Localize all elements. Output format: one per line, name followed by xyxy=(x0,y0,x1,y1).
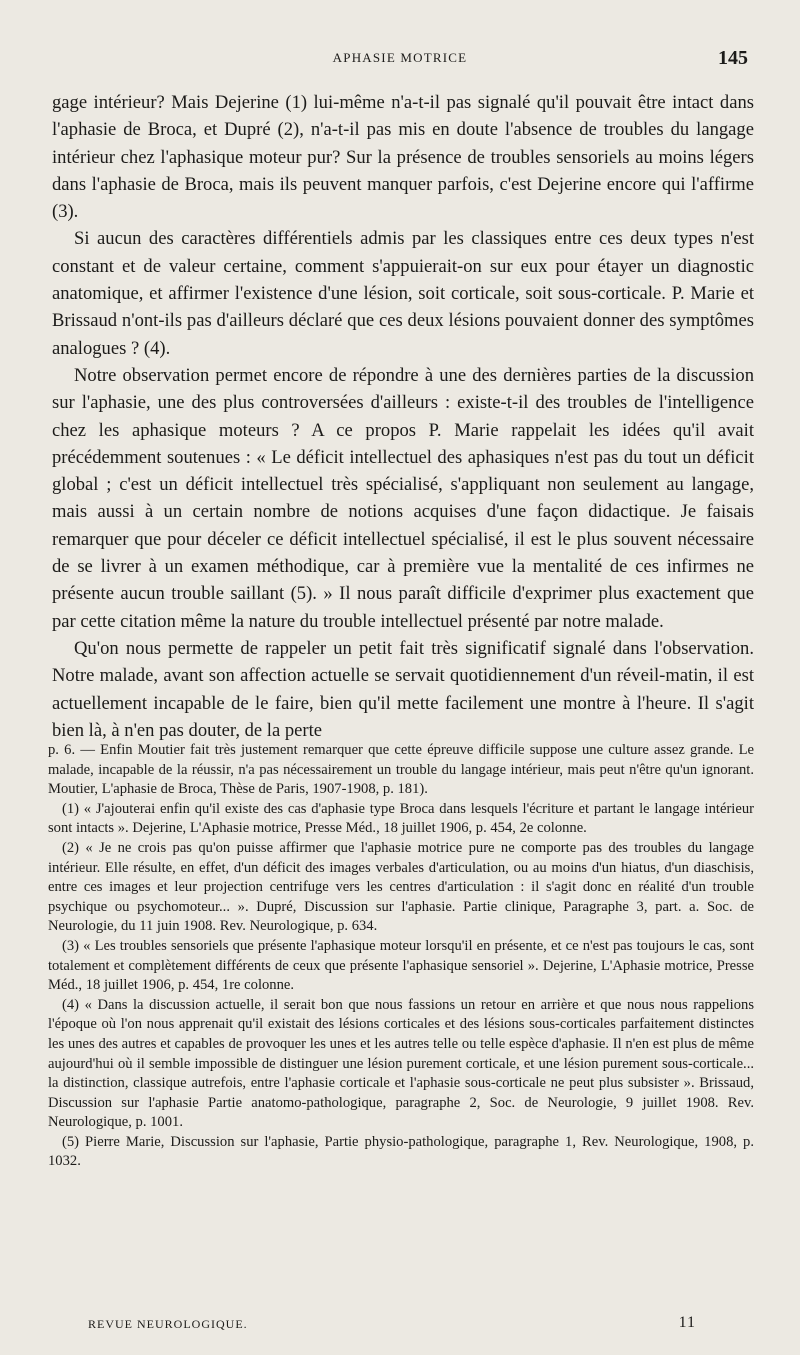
running-head xyxy=(40,47,760,70)
paragraph: Notre observation permet encore de répondre à une des dernières parties de la discussion sur l'aphasie, une des plus controversées d'ailleurs : existe-t-il des troubles de l'intelligence chez les aphasique moteurs ? A ce propos P. Marie rappelait les idées qu'il avait précédemment soutenues : « Le déficit intellectuel des aphasiques n'est pas du tout un déficit global ; c'est un déficit intellectuel très spécialisé, s'appliquant non seulement au langage, mais aussi à un certain nombre de notions acquises d'une façon didactique. Je faisais remarquer que pour déceler ce déficit intellectuel spécialisé, il est le plus souvent nécessaire de se livrer à un examen méthodique, car à première vue la mentalité de ces infirmes ne présente aucun trouble saillant (5). » Il nous paraît difficile d'exprimer plus exactement que par cette citation même la nature du trouble intellectuel présenté par notre malade. xyxy=(52,364,754,632)
page-number: 145 xyxy=(718,47,748,69)
paragraph: Si aucun des caractères différentiels admis par les classiques entre ces deux types n'est constant et de valeur certaine, comment s'appuierait-on sur eux pour étayer un diagnostic anatomique, et affirmer l'existence d'une lésion, soit corticale, soit sous-corticale. P. Marie et Brissaud n'ont-ils pas d'ailleurs déclaré que ces deux lésions pouvaient donner des symptômes analogues ? (4). xyxy=(52,228,754,359)
footnotes xyxy=(48,741,754,1172)
footnote-2: (2) « Je ne crois pas qu'on puisse affirmer que l'aphasie motrice pure ne comporte pas des troubles du langage intérieur. Elle résulte, en effet, d'un déficit des images verbales d'articulation, ou au moins d'un hiatus, d'un diaschisis, entre ces images et leur projection centrifuge vers les centres d'articulation : il s'agit donc en réalité d'un trouble psychique ou psychomoteur... ». Dupré, Discussion sur l'aphasie. Partie clinique, Paragraphe 3, part. a. Soc. de Neurologie, du 11 juin 1908. Rev. Neurologique, p. 634. xyxy=(48,839,754,935)
footnote-continued: p. 6. — Enfin Moutier fait très justement remarquer que cette épreuve difficile suppose une culture assez grande. Le malade, incapable de la réussir, n'a pas nécessairement un trouble du langage intérieur, mais peut n'être qu'un ignorant. Moutier, L'aphasie de Broca, Thèse de Paris, 1907-1908, p. 181). xyxy=(48,742,754,798)
footnote-5: (5) Pierre Marie, Discussion sur l'aphasie, Partie physio-pathologique, paragraphe 1, Rev. Neurologique, 1908, p. 1032. xyxy=(48,1133,754,1170)
paragraph: gage intérieur? Mais Dejerine (1) lui-même n'a-t-il pas signalé qu'il pouvait être intact dans l'aphasie de Broca, et Dupré (2), n'a-t-il pas mis en doute l'absence de troubles du langage intérieur chez l'aphasique moteur pur? Sur la présence de troubles sensoriels au moins légers dans l'aphasie de Broca, mais ils peuvent manquer parfois, c'est Dejerine encore qui l'affirme (3). xyxy=(52,92,754,223)
footnote-1: (1) « J'ajouterai enfin qu'il existe des cas d'aphasie type Broca dans lesquels l'écriture et partant le langage intérieur sont intacts ». Dejerine, L'Aphasie motrice, Presse Méd., 18 juillet 1906, p. 454, 2e colonne. xyxy=(48,800,754,837)
footnote-3: (3) « Les troubles sensoriels que présente l'aphasique moteur lorsqu'il en présente, et ce n'est pas toujours le cas, sont totalement et complètement différents de ceux que présente l'aphasique sensoriel ». Dejerine, L'Aphasie motrice, Presse Méd., 18 juillet 1906, p. 454, 1re colonne. xyxy=(48,937,754,994)
running-title: APHASIE MOTRICE xyxy=(332,50,468,65)
journal-name: REVUE NEUROLOGIQUE. xyxy=(88,1317,248,1331)
signature-mark: 11 xyxy=(678,1314,696,1331)
body-text xyxy=(52,89,754,744)
footnote-4: (4) « Dans la discussion actuelle, il serait bon que nous fassions un retour en arrière et que nous nous rappelions l'époque où l'on nous apprenait qu'il existait des lésions corticales et des lésions sous-corticales parfaitement distinctes les unes des autres et capables de provoquer les unes et les autres telle ou telle espèce d'aphasie. Il n'en est plus de même aujourd'hui où il semble impossible de distinguer une lésion purement corticale, et une lésion purement sous-corticale... la distinction, classique autrefois, entre l'aphasie corticale et l'aphasie sous-corticale ne peut plus subsister ». Brissaud, Discussion sur l'aphasie Partie anatomo-pathologique, paragraphe 2, Soc. de Neurologie, 9 juillet 1908. Rev. Neurologique, p. 1001. xyxy=(48,996,754,1131)
page-footer xyxy=(88,1314,696,1337)
paragraph: Qu'on nous permette de rappeler un petit fait très significatif signalé dans l'observation. Notre malade, avant son affection actuelle se servait quotidiennement d'un réveil-matin, il est actuellement incapable de le faire, bien qu'il mette facilement une montre à l'heure. Il s'agit bien là, à n'en pas douter, de la perte xyxy=(52,637,754,741)
